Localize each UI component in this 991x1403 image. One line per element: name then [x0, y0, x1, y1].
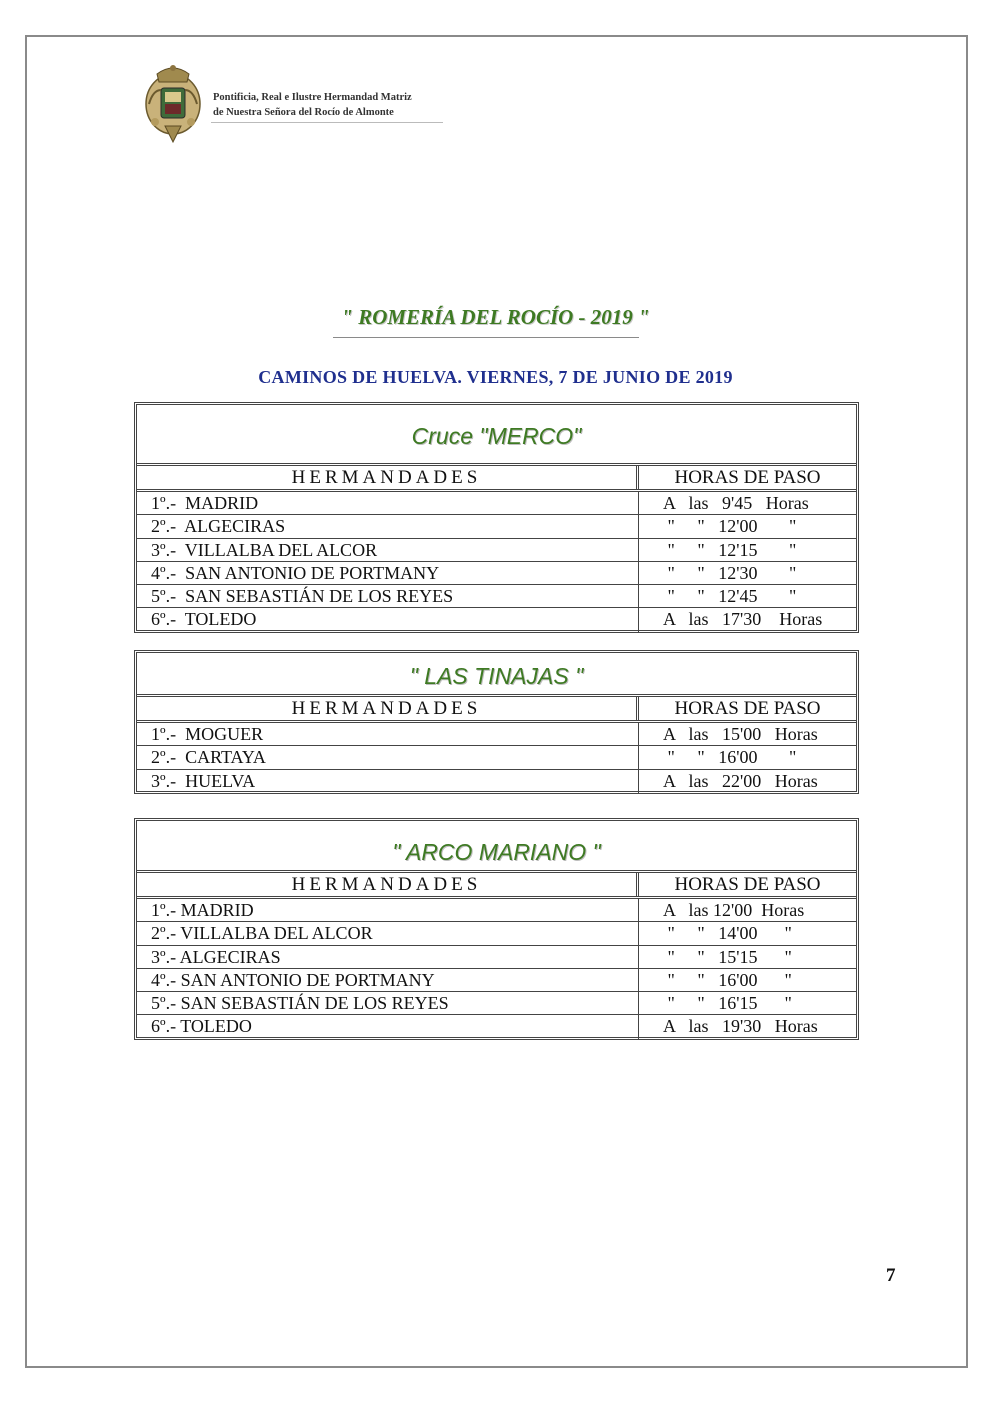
- passing-time: " " 15'15 ": [663, 946, 792, 967]
- brotherhood-name: 2º.- ALGECIRAS: [137, 515, 639, 537]
- passing-time: A las 9'45 Horas: [663, 493, 809, 513]
- header-times: HORAS DE PASO: [674, 698, 821, 719]
- brotherhood-name: 6º.- TOLEDO: [137, 608, 639, 631]
- schedule-block-arco-mariano: [134, 818, 859, 1040]
- organization-name-line-2: de Nuestra Señora del Rocío de Almonte: [213, 107, 394, 118]
- table-row: [137, 1015, 856, 1038]
- document-title: " ROMERÍA DEL ROCÍO - 2019 ": [341, 305, 650, 329]
- brotherhood-name: 3º.- ALGECIRAS: [137, 946, 639, 968]
- table-row: [137, 770, 856, 793]
- document-header: [143, 60, 443, 146]
- block-title: " ARCO MARIANO ": [137, 821, 856, 873]
- title-underline: [333, 337, 639, 338]
- header-times: HORAS DE PASO: [674, 874, 821, 895]
- passing-time: " " 16'00 ": [663, 747, 797, 768]
- brotherhood-crest-icon: [143, 60, 203, 144]
- brotherhood-name: 2º.- CARTAYA: [137, 746, 639, 768]
- passing-time: " " 12'30 ": [663, 562, 797, 583]
- organization-name: [213, 90, 412, 120]
- passing-time: A las 19'30 Horas: [663, 1016, 818, 1037]
- table-row: [137, 515, 856, 538]
- brotherhood-name: 1º.- MADRID: [137, 492, 639, 514]
- passing-time: " " 12'15 ": [663, 539, 797, 560]
- brotherhood-name: 5º.- SAN SEBASTIÁN DE LOS REYES: [137, 992, 639, 1014]
- header-brotherhoods: HERMANDADES: [137, 697, 639, 720]
- brotherhood-name: 5º.- SAN SEBASTIÁN DE LOS REYES: [137, 585, 639, 607]
- header-brotherhoods: HERMANDADES: [137, 466, 639, 489]
- brotherhood-name: 3º.- VILLALBA DEL ALCOR: [137, 539, 639, 561]
- brotherhood-name: 4º.- SAN ANTONIO DE PORTMANY: [137, 562, 639, 584]
- table-row: [137, 585, 856, 608]
- passing-time: A las 15'00 Horas: [663, 724, 818, 744]
- table-row: [137, 723, 856, 746]
- table-row: [137, 922, 856, 945]
- table-row: [137, 899, 856, 922]
- table-row: [137, 746, 856, 769]
- passing-time: " " 16'00 ": [663, 969, 792, 990]
- table-row: [137, 608, 856, 631]
- schedule-block-merco: [134, 402, 859, 633]
- schedule-block-las-tinajas: [134, 650, 859, 794]
- passing-time: " " 14'00 ": [663, 923, 792, 944]
- passing-time: " " 12'00 ": [663, 516, 797, 537]
- table-row: [137, 946, 856, 969]
- block-title: " LAS TINAJAS ": [137, 653, 856, 697]
- brotherhood-name: 4º.- SAN ANTONIO DE PORTMANY: [137, 969, 639, 991]
- passing-time: A las 17'30 Horas: [663, 609, 823, 630]
- header-divider: [211, 122, 443, 123]
- passing-time: " " 16'15 ": [663, 993, 792, 1014]
- table-header: [137, 466, 856, 492]
- passing-time: " " 12'45 ": [663, 586, 797, 607]
- passing-time: A las 12'00 Horas: [663, 900, 805, 920]
- brotherhood-name: 3º.- HUELVA: [137, 770, 639, 793]
- table-row: [137, 562, 856, 585]
- table-row: [137, 492, 856, 515]
- table-header: [137, 873, 856, 899]
- block-title: Cruce "MERCO": [137, 405, 856, 466]
- table-row: [137, 992, 856, 1015]
- organization-name-line-1: Pontificia, Real e Ilustre Hermandad Matriz: [213, 92, 412, 103]
- passing-time: A las 22'00 Horas: [663, 770, 818, 791]
- brotherhood-name: 6º.- TOLEDO: [137, 1015, 639, 1038]
- header-times: HORAS DE PASO: [674, 467, 821, 488]
- table-row: [137, 969, 856, 992]
- document-subtitle: CAMINOS DE HUELVA. VIERNES, 7 DE JUNIO DE 2019: [258, 367, 733, 387]
- brotherhood-name: 2º.- VILLALBA DEL ALCOR: [137, 922, 639, 944]
- header-brotherhoods: HERMANDADES: [137, 873, 639, 896]
- table-row: [137, 539, 856, 562]
- page-number: 7: [886, 1265, 896, 1286]
- brotherhood-name: 1º.- MADRID: [137, 899, 639, 921]
- table-header: [137, 697, 856, 723]
- brotherhood-name: 1º.- MOGUER: [137, 723, 639, 745]
